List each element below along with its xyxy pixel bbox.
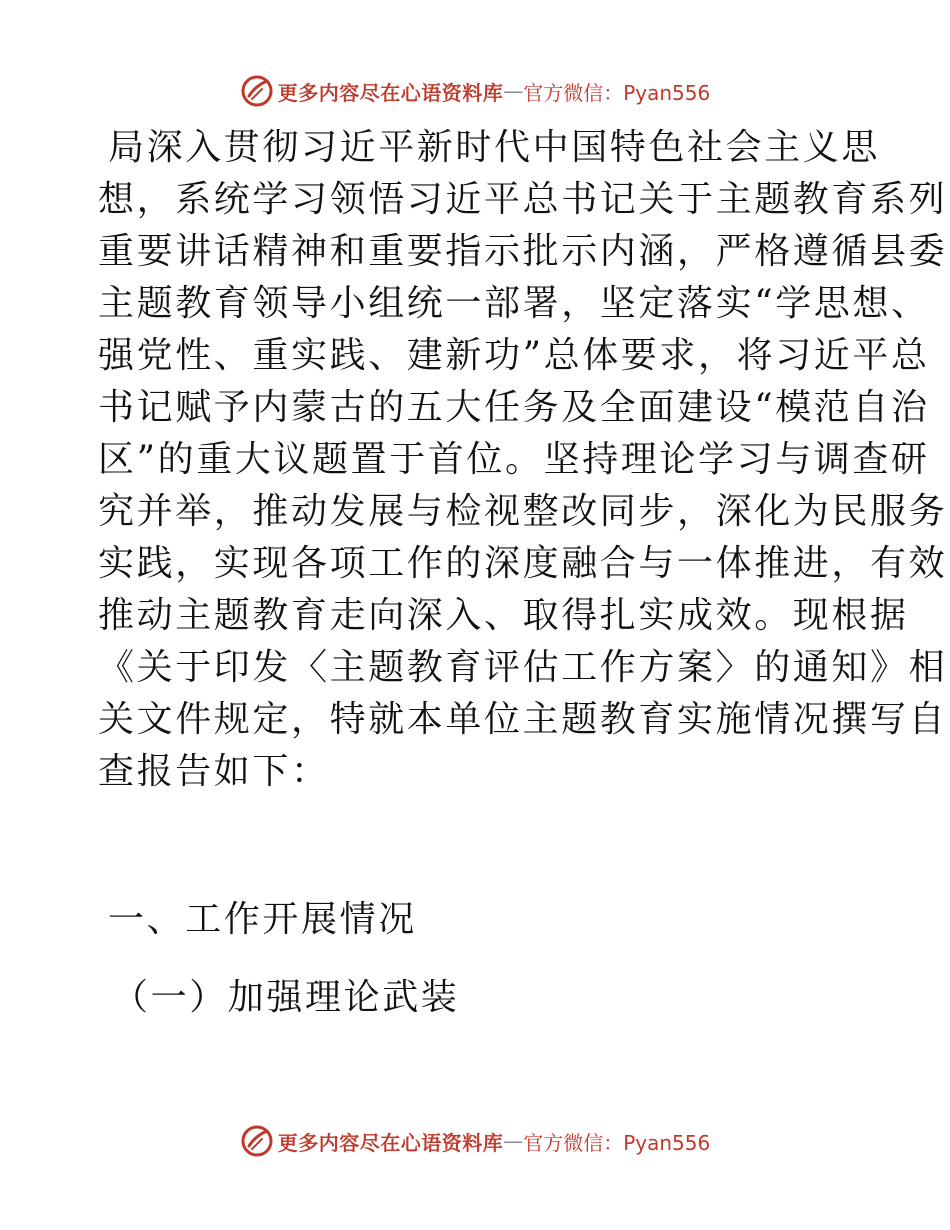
- paragraph-line: 强党性、重实践、建新功”总体要求，将习近平总: [98, 335, 930, 376]
- watermark-contact: 官方微信：Pyan556: [523, 1130, 711, 1155]
- paragraph-line: 《关于印发〈主题教育评估工作方案〉的通知》相: [98, 647, 948, 688]
- paragraph-line: 查报告如下：: [98, 751, 330, 792]
- body-paragraph: [98, 125, 948, 794]
- watermark-footer: [0, 1121, 950, 1161]
- watermark-contact: 官方微信：Pyan556: [523, 80, 711, 105]
- subsection-heading: （一）加强理论武装: [112, 977, 460, 1018]
- paragraph-line: 书记赋予内蒙古的五大任务及全面建设“模范自治: [98, 387, 930, 428]
- watermark-header: [0, 71, 950, 111]
- brush-seal-icon: [240, 74, 274, 108]
- brush-seal-icon: [240, 1124, 274, 1158]
- watermark-brand: 更多内容尽在心语资料库: [277, 1130, 504, 1155]
- paragraph-line: 推动主题教育走向深入、取得扎实成效。现根据: [98, 595, 909, 636]
- paragraph-line: 究并举，推动发展与检视整改同步，深化为民服务: [98, 491, 948, 532]
- watermark-separator: —: [503, 1129, 524, 1153]
- paragraph-line: 局深入贯彻习近平新时代中国特色社会主义思: [108, 127, 881, 168]
- paragraph-line: 区”的重大议题置于首位。坚持理论学习与调查研: [98, 439, 930, 480]
- paragraph-line: 想，系统学习领悟习近平总书记关于主题教育系列: [98, 179, 948, 220]
- watermark-brand: 更多内容尽在心语资料库: [277, 80, 504, 105]
- watermark-separator: —: [503, 79, 524, 103]
- paragraph-line: 主题教育领导小组统一部署，坚定落实“学思想、: [98, 283, 930, 324]
- paragraph-line: 重要讲话精神和重要指示批示内涵，严格遵循县委: [98, 231, 948, 272]
- section-heading: 一、工作开展情况: [108, 899, 417, 940]
- paragraph-line: 实践，实现各项工作的深度融合与一体推进，有效: [98, 543, 948, 584]
- paragraph-line: 关文件规定，特就本单位主题教育实施情况撰写自: [98, 699, 948, 740]
